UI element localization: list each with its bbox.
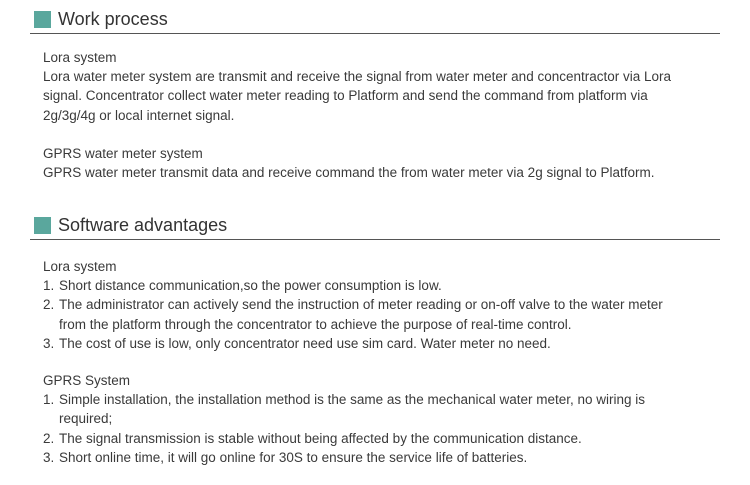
- square-marker-icon: [34, 217, 51, 234]
- square-marker-icon: [34, 11, 51, 28]
- list-number: 3.: [43, 335, 55, 351]
- lora-heading: Lora system: [43, 50, 117, 65]
- list-number: 1.: [43, 392, 55, 408]
- gprs-body: GPRS water meter transmit data and receive command the from water meter via 2g signal to Platform.: [43, 165, 655, 181]
- section-divider: [30, 239, 720, 240]
- gprs-advantages-list: [43, 390, 683, 467]
- advantages-gprs: [43, 371, 683, 467]
- list-item: [43, 390, 683, 428]
- list-text: The signal transmission is stable without being affected by the communication distance.: [59, 430, 582, 446]
- lora-advantages-list: [43, 276, 683, 353]
- list-text: Simple installation, the installation method is the same as the mechanical water meter, no wiring is required;: [59, 392, 646, 427]
- list-text: The administrator can actively send the instruction of meter reading or on-off valve to the water meter from the platform through the concentrator to achieve the purpose of real-time control.: [59, 297, 663, 332]
- lora-system-heading: Lora system: [43, 259, 117, 274]
- list-item: [43, 429, 683, 448]
- list-item: [43, 448, 683, 467]
- list-item: [43, 276, 683, 295]
- gprs-heading: GPRS water meter system: [43, 146, 203, 161]
- work-process-title: Work process: [58, 9, 168, 29]
- work-process-header: [30, 7, 720, 35]
- software-advantages-title: Software advantages: [58, 215, 228, 235]
- advantages-lora: [43, 257, 683, 353]
- list-item: [43, 334, 683, 353]
- list-text: The cost of use is low, only concentrator need use sim card. Water meter no need.: [59, 335, 551, 351]
- list-number: 1.: [43, 278, 55, 294]
- list-number: 2.: [43, 430, 55, 446]
- work-process-gprs: [43, 144, 723, 182]
- list-text: Short distance communication,so the power consumption is low.: [59, 278, 442, 294]
- list-number: 2.: [43, 297, 55, 313]
- list-item: [43, 295, 683, 333]
- list-text: Short online time, it will go online for 30S to ensure the service life of batteries.: [59, 449, 528, 465]
- lora-body: Lora water meter system are transmit and receive the signal from water meter and concentractor via Lora signal. Concentrator collect water meter reading to Platform and send the command from platform via 2g/3g/4g or local internet signal.: [43, 69, 672, 123]
- software-advantages-header: [30, 213, 720, 241]
- section-divider: [30, 33, 720, 34]
- gprs-system-heading: GPRS System: [43, 373, 131, 388]
- work-process-lora: [43, 48, 703, 125]
- list-number: 3.: [43, 449, 55, 465]
